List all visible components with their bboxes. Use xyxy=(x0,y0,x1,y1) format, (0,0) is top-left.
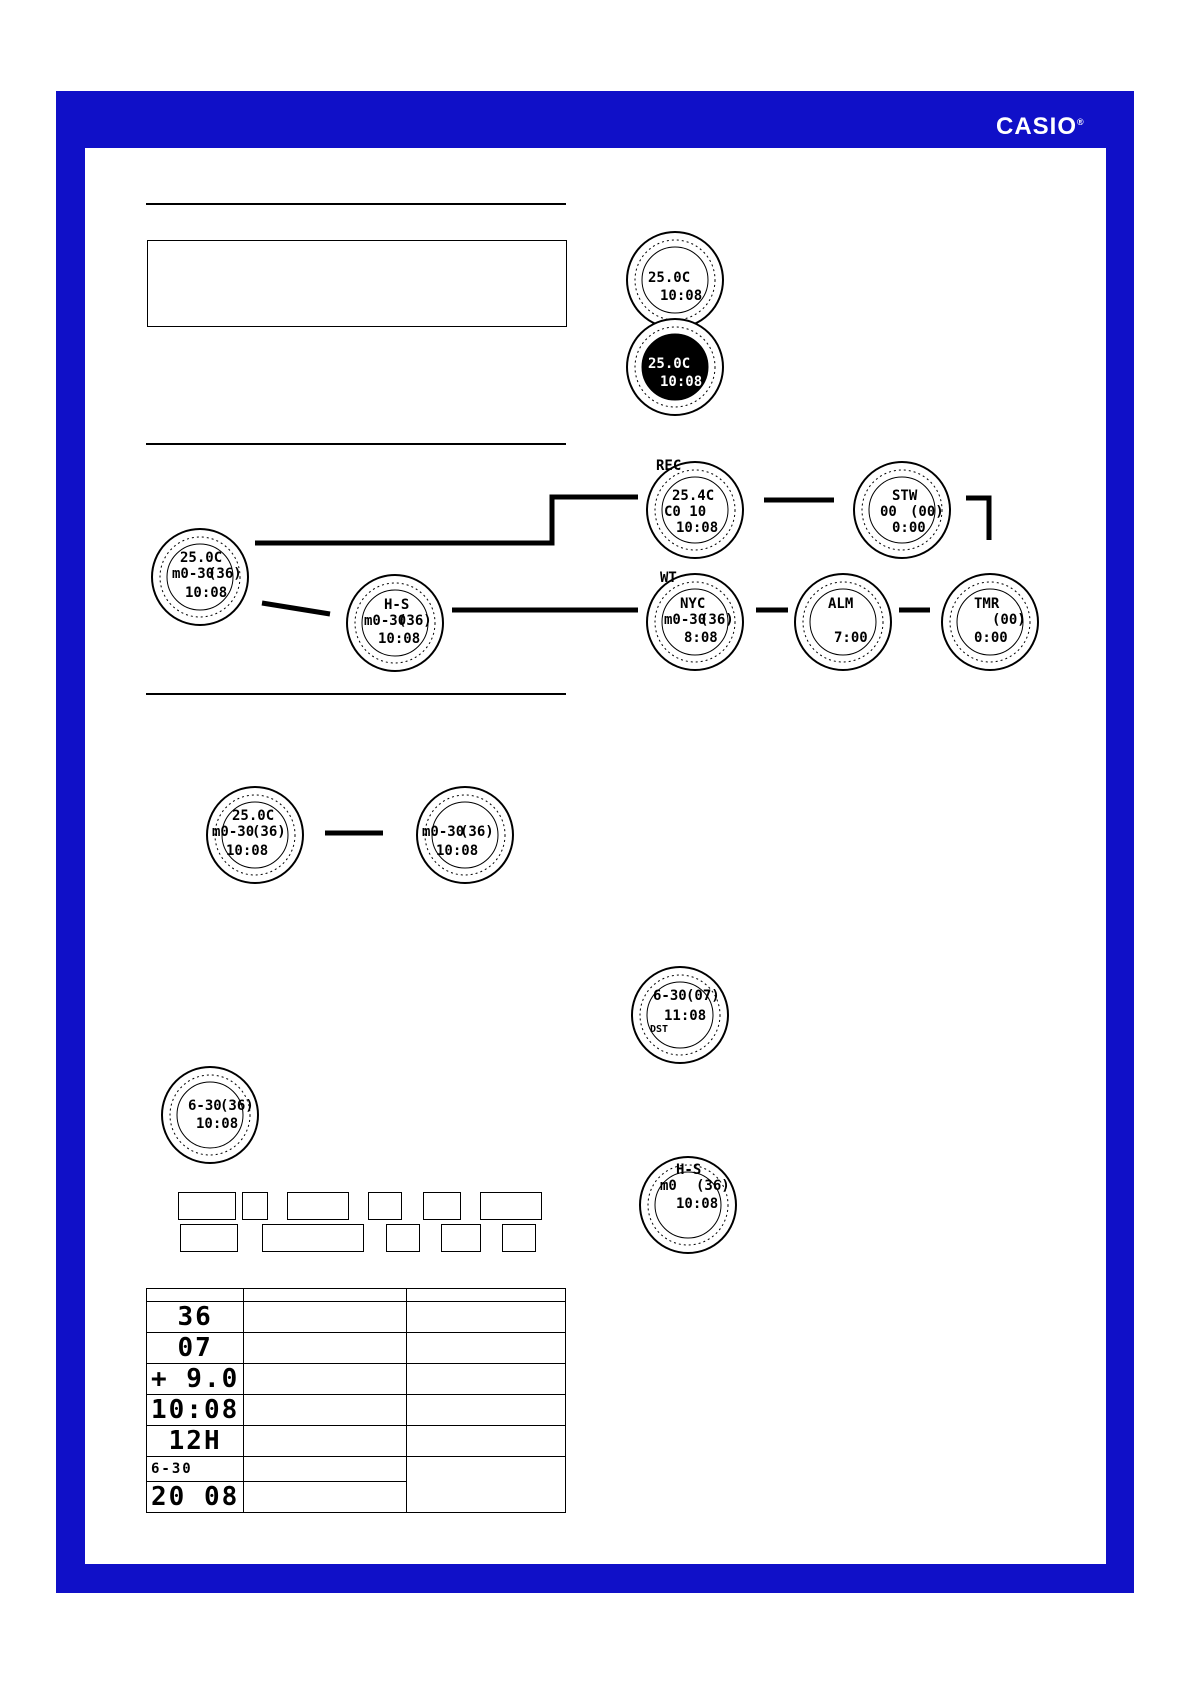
dst-time: 11:08 xyxy=(664,1008,707,1024)
dst-date: 6-30 xyxy=(653,988,687,1004)
stw-label: STW xyxy=(892,488,918,504)
flow-box-2 xyxy=(242,1192,268,1220)
flow-box-3 xyxy=(287,1192,349,1220)
hs2-day: (36) xyxy=(696,1178,730,1194)
hs-time: 10:08 xyxy=(378,631,421,647)
flow-box-9 xyxy=(386,1224,420,1252)
wt-time: 8:08 xyxy=(684,630,718,646)
setting-time: 10:08 xyxy=(196,1116,239,1132)
graph2-time: 10:08 xyxy=(436,843,479,859)
flow-box-11 xyxy=(502,1224,536,1252)
top2-time: 10:08 xyxy=(660,374,703,390)
wt-date: m0-30 xyxy=(664,612,707,628)
graph1-day: (36) xyxy=(252,824,286,840)
table-cell-code: + 9.0 xyxy=(147,1364,244,1395)
setting-day: (36) xyxy=(220,1098,254,1114)
hs2-time: 10:08 xyxy=(676,1196,719,1212)
watch-setting xyxy=(162,1067,258,1163)
main-day: (36) xyxy=(208,566,242,582)
flow-box-4 xyxy=(368,1192,402,1220)
tmr-value: (00) xyxy=(992,612,1026,628)
table-row xyxy=(147,1364,566,1395)
hs2-date: m0 xyxy=(660,1178,677,1194)
hs2-label: H-S xyxy=(676,1162,702,1178)
top2-temp: 25.0C xyxy=(648,356,691,372)
table-cell-code: 20 08 xyxy=(147,1482,244,1513)
rec-temp: 25.4C xyxy=(672,488,715,504)
tmr-time: 0:00 xyxy=(974,630,1008,646)
table-header-row xyxy=(147,1289,566,1302)
hs-day: (36) xyxy=(398,613,432,629)
table-cell-code: 36 xyxy=(147,1302,244,1333)
wt-day: (36) xyxy=(700,612,734,628)
hs-date: m0-30 xyxy=(364,613,407,629)
graph2-day: (36) xyxy=(460,824,494,840)
rec-time: 10:08 xyxy=(676,520,719,536)
table-cell-code: 07 xyxy=(147,1333,244,1364)
watch-alm xyxy=(795,574,891,670)
graph2-date: m0-30 xyxy=(422,824,465,840)
flow-box-5 xyxy=(423,1192,461,1220)
alm-label: ALM xyxy=(828,596,854,612)
graph1-temp: 25.0C xyxy=(232,808,275,824)
main-time: 10:08 xyxy=(185,585,228,601)
tmr-label: TMR xyxy=(974,596,1000,612)
table-row xyxy=(147,1395,566,1426)
table-cell-code: 10:08 xyxy=(147,1395,244,1426)
hs-label: H-S xyxy=(384,597,410,613)
table-cell-code: 12H xyxy=(147,1426,244,1457)
main-temp: 25.0C xyxy=(180,550,223,566)
flow-box-10 xyxy=(441,1224,481,1252)
stw-value2: (00) xyxy=(910,504,944,520)
alm-time: 7:00 xyxy=(834,630,868,646)
top1-temp: 25.0C xyxy=(648,270,691,286)
dst-day: (07) xyxy=(686,988,720,1004)
rec-label: REC xyxy=(656,458,682,474)
main-date: m0-30 xyxy=(172,566,215,582)
stw-time: 0:00 xyxy=(892,520,926,536)
flow-box-8 xyxy=(262,1224,364,1252)
logo-text: CASIO xyxy=(996,113,1078,140)
graph1-time: 10:08 xyxy=(226,843,269,859)
rec-date: C0 10 xyxy=(664,504,707,520)
graph1-date: m0-30 xyxy=(212,824,255,840)
flow-box-6 xyxy=(480,1192,542,1220)
table-row xyxy=(147,1302,566,1333)
top1-time: 10:08 xyxy=(660,288,703,304)
code-table xyxy=(146,1288,566,1513)
dst-badge: DST xyxy=(650,1024,669,1035)
wt-label: WT xyxy=(660,570,677,586)
registered-mark: ® xyxy=(1077,117,1085,127)
table-row xyxy=(147,1457,566,1482)
flow-box-1 xyxy=(178,1192,236,1220)
wt-city: NYC xyxy=(680,596,706,612)
table-cell-code: 6-30 xyxy=(147,1457,244,1482)
stw-value1: 00 xyxy=(880,504,897,520)
table-row xyxy=(147,1333,566,1364)
flow-box-7 xyxy=(180,1224,238,1252)
table-row xyxy=(147,1426,566,1457)
setting-date: 6-30 xyxy=(188,1098,222,1114)
